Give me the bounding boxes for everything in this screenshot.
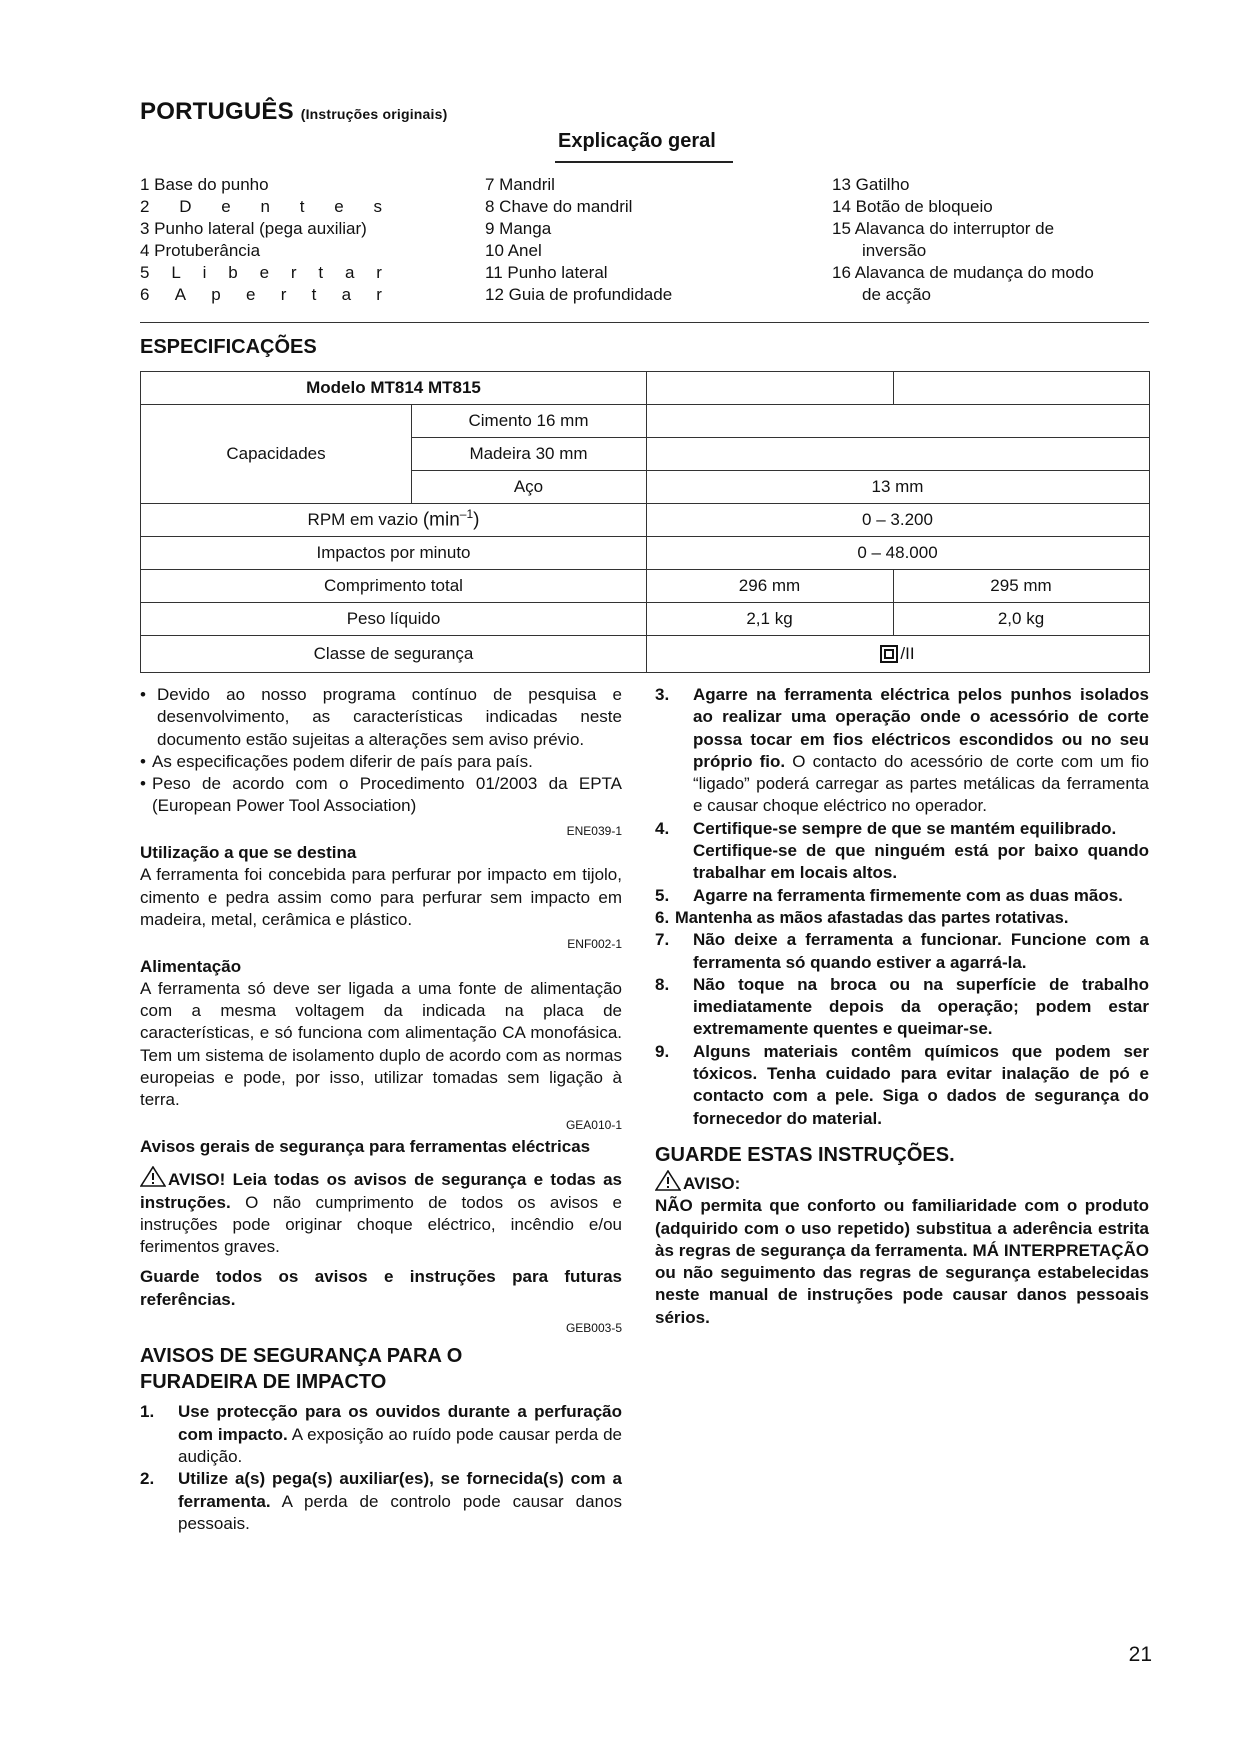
capacity-wood: Madeira 30 mm: [469, 443, 588, 463]
part-item: 12 Guia de profundidade: [485, 285, 673, 304]
part-item: 16 Alavanca de mudança do modo: [832, 263, 1094, 282]
part-item-spaced: 2 D e n t e s: [140, 197, 382, 216]
weight-label: Peso líquido: [346, 608, 441, 628]
doc-code: ENF002-1: [567, 937, 622, 952]
rpm-value: 0 – 3.200: [862, 509, 933, 529]
rpm-label: RPM em vazio $(\min^{-1})$: [307, 507, 480, 531]
keep-instructions: Guarde todos os avisos e instruções para futuras referências.: [140, 1267, 622, 1309]
list-item: 8. Não toque na broca ou na superfície de trabalho imediatamente depois da operação; podem estar extremamente quentes e queimar-se.: [655, 974, 1149, 1039]
section-title: Explicação geral: [558, 130, 716, 152]
parts-list-col3: [832, 174, 1094, 306]
right-column: [655, 684, 1149, 1329]
list-item: 4. Certifique-se sempre de que se mantém equilibrado. Certifique-se de que ninguém está por baixo quando trabalhar em locais altos.: [655, 818, 1149, 883]
part-item-spaced: 5 L i b e r t a r: [140, 263, 382, 282]
use-text: A ferramenta foi concebida para perfurar por impacto em tijolo, cimento e pedra assim como para perfurar sem impacto em madeira, metal, cerâmica e plástico.: [140, 865, 622, 929]
part-item: 14 Botão de bloqueio: [832, 197, 993, 216]
specs-table: [140, 371, 1150, 673]
list-item: 3. Agarre na ferramenta eléctrica pelos punhos isolados ao realizar uma operação onde o acessório de corte possa tocar em fios eléctricos escondidos ou no seu próprio fio. O contacto do acessório de corte com um fio “ligado” poderá carregar as partes metálicas da ferramenta e causar choque eléctrico no operador.: [655, 685, 1149, 816]
part-item: 8 Chave do mandril: [485, 197, 633, 216]
part-item: 15 Alavanca do interruptor de: [832, 219, 1055, 238]
power-heading: Alimentação: [140, 956, 242, 976]
warning-icon: [655, 1170, 681, 1191]
warning-label: AVISO:: [655, 1170, 1149, 1195]
left-column: [140, 684, 622, 1535]
list-item: • As especificações podem diferir de país para país.: [140, 751, 533, 771]
list-item: 6. Mantenha as mãos afastadas das partes rotativas.: [655, 907, 1069, 927]
page-language-title: [140, 98, 447, 126]
parts-list-col1: [140, 174, 382, 306]
weight-mt815: 2,0 kg: [997, 608, 1045, 628]
capacities-label: Capacidades: [226, 443, 326, 463]
list-item: • Peso de acordo com o Procedimento 01/2003 da EPTA (European Power Tool Association): [140, 774, 622, 816]
specs-heading: ESPECIFICAÇÕES: [140, 336, 317, 358]
part-item: 4 Protuberância: [140, 241, 261, 260]
power-text: A ferramenta só deve ser ligada a uma fonte de alimentação com a mesma voltagem da indicada na placa de características, e só funciona com alimentação CA monofásica. Tem um sistema de isolamento duplo de acordo com as normas europeias e pode, por isso, utilizar tomadas sem ligação à terra.: [140, 978, 622, 1110]
doc-code: GEA010-1: [565, 1117, 622, 1132]
ipm-label: Impactos por minuto: [316, 542, 471, 562]
safety-class-label: Classe de segurança: [313, 643, 474, 663]
doc-code: ENE039-1: [566, 823, 622, 838]
double-insulation-icon: [880, 645, 898, 663]
length-label: Comprimento total: [324, 575, 463, 595]
part-item: 3 Punho lateral (pega auxiliar): [140, 219, 367, 238]
capacity-steel: Aço: [513, 476, 544, 496]
keep-instructions-heading: GUARDE ESTAS INSTRUÇÕES.: [655, 1143, 955, 1166]
warning-icon: [140, 1166, 166, 1187]
parts-list-col2: [485, 174, 672, 306]
capacity-concrete: Cimento 16 mm: [468, 410, 589, 430]
language-label: PORTUGUÊS: [140, 98, 294, 125]
ipm-value: 0 – 48.000: [857, 542, 938, 562]
length-mt814: 296 mm: [738, 575, 801, 595]
doc-code: GEB003-5: [565, 1321, 622, 1336]
part-item: 1 Base do punho: [140, 175, 269, 194]
language-subtitle: (Instruções originais): [300, 106, 448, 122]
general-safety-heading: Avisos gerais de segurança para ferramentas eléctricas: [140, 1136, 591, 1156]
length-mt815: 295 mm: [990, 575, 1052, 595]
weight-mt814: 2,1 kg: [746, 608, 793, 628]
part-item: 13 Gatilho: [832, 175, 910, 194]
use-heading: Utilização a que se destina: [140, 843, 357, 863]
general-warning: AVISO! Leia todas os avisos de segurança e todas as instruções. O não cumprimento de todos os avisos e instruções pode originar choque eléctrico, incêndio e/ou ferimentos graves.: [140, 1166, 622, 1258]
part-item-spaced: 6 A p e r t a r: [140, 285, 382, 304]
list-item: 1. Use protecção para os ouvidos durante a perfuração com impacto. A exposição ao ruído pode causar perda de audição.: [140, 1402, 622, 1466]
part-item: 7 Mandril: [485, 175, 555, 194]
part-item-continued: de acção: [862, 285, 931, 304]
impact-drill-safety-heading: AVISOS DE SEGURANÇA PARA O FURADEIRA DE IMPACTO: [140, 1345, 463, 1394]
list-item: 2. Utilize a(s) pega(s) auxiliar(es), se fornecida(s) com a ferramenta. A perda de controlo pode causar danos pessoais.: [140, 1469, 622, 1533]
part-item: 11 Punho lateral: [485, 263, 608, 282]
part-item-continued: inversão: [862, 241, 927, 260]
list-item: 7. Não deixe a ferramenta a funcionar. Funcione com a ferramenta só quando estiver a agarrá-la.: [655, 930, 1149, 972]
steel-value: 13 mm: [871, 476, 924, 496]
page-number: 21: [1128, 1643, 1152, 1666]
warning-text: NÃO permita que conforto ou familiaridade com o produto (adquirido com o uso repetido) substitua a aderência estrita às regras de segurança da ferramenta. MÁ INTERPRETAÇÃO ou não seguimento das regras de segurança estabelecidas neste manual de instruções pode causar danos pessoais sérios.: [655, 1196, 1149, 1327]
safety-class-value: /II: [646, 635, 1149, 672]
list-item: 9. Alguns materiais contêm químicos que podem ser tóxicos. Tenha cuidado para evitar inalação de pó e contacto com a pele. Siga o dados de segurança do fornecedor do material.: [655, 1041, 1149, 1128]
divider: [140, 322, 1149, 323]
model-header: Modelo MT814 MT815: [306, 378, 481, 397]
section-title-underline: [555, 161, 733, 163]
list-item: 5. Agarre na ferramenta firmemente com as duas mãos.: [655, 885, 1123, 905]
list-item: • Devido ao nosso programa contínuo de pesquisa e desenvolvimento, as características indicadas neste documento estão sujeitas a alterações sem aviso prévio.: [140, 685, 622, 749]
part-item: 9 Manga: [485, 219, 552, 238]
part-item: 10 Anel: [485, 241, 542, 260]
